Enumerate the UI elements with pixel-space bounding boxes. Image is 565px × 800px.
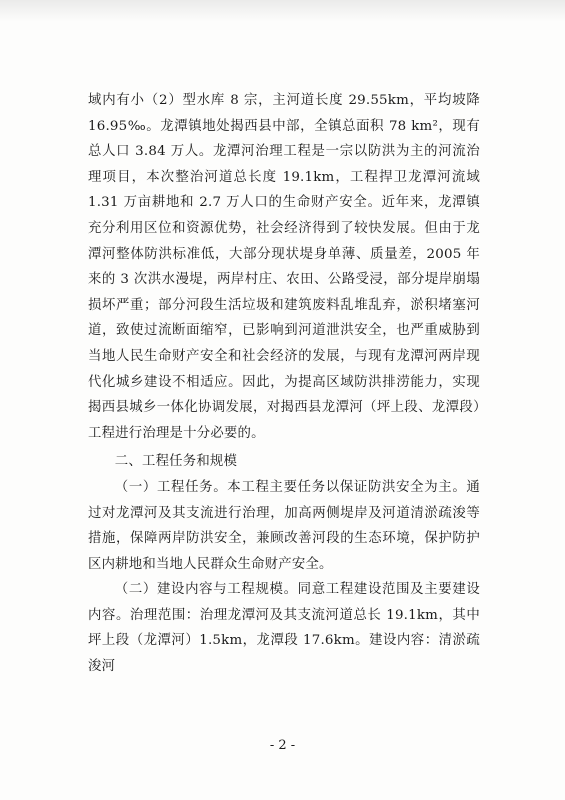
section-heading: 二、工程任务和规模 — [114, 454, 238, 470]
paragraph-construction-scope: （二）建设内容与工程规模。同意工程建设范围及主要建设内容。治理范围：治理龙潭河及其支流河道总长 19.1km，其中坪上段（龙潭河）1.5km，龙潭段 17.6km。建设内容：清淤疏浚河 — [88, 582, 480, 675]
scan-edge-shadow — [0, 0, 565, 22]
paragraph-engineering-task: （一）工程任务。本工程主要任务以保证防洪安全为主。通过对龙潭河及其支流进行治理，加高两侧堤岸及河道清淤疏浚等措施，保障两岸防洪安全，兼顾改善河段的生态环境，保护防护区内耕地和当地人民群众生命财产安全。 — [88, 479, 480, 572]
document-body — [88, 88, 480, 680]
page-number: - 2 - — [269, 738, 296, 753]
paragraph-continuation: 域内有小（2）型水库 8 宗，主河道长度 29.55km，平均坡降 16.95‰。龙潭镇地处揭西县中部，全镇总面积 78 km²，现有总人口 3.84 万人。龙潭河治理工程是一宗以防洪为主的河流治理项目，本次整治河道总长度 19.1km，工程捍卫龙潭河流域 1.31 万亩耕地和 2.7 万人口的生命财产安全。近年来，龙潭镇充分利用区位和资源优势，社会经济得到了较快发展。但由于龙潭河整体防洪标准低，大部分现状堤身单薄、质量差，2005 年来的 3 次洪水漫堤，两岸村庄、农田、公路受浸，部分堤岸崩塌损坏严重；部分河段生活垃圾和建筑废料乱堆乱弃，淤积堵塞河道，致使过流断面缩窄，已影响到河道泄洪安全，也严重威胁到当地人民生命财产安全和社会经济的发展，与现有龙潭河两岸现代化城乡建设不相适应。因此，为提高区域防洪排涝能力，实现揭西县城乡一体化协调发展，对揭西县龙潭河（坪上段、龙潭段）工程进行治理是十分必要的。 — [88, 93, 480, 441]
